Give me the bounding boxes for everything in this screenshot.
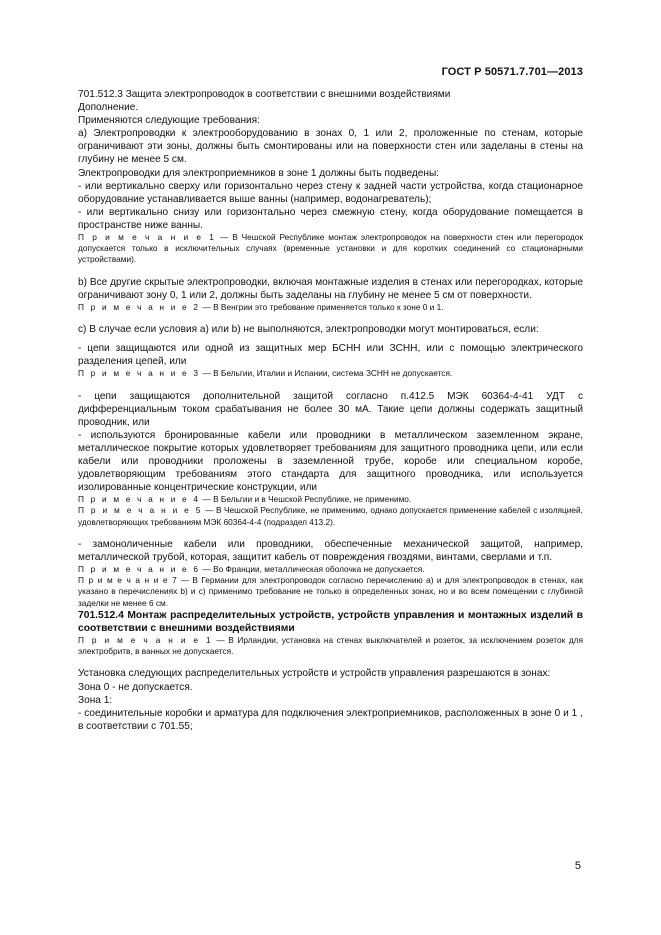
paragraph: Электропроводки для электроприемников в зоне 1 должны быть подведены: xyxy=(78,167,440,179)
note xyxy=(78,302,583,313)
note xyxy=(78,505,583,527)
list-item: - используются бронированные кабели или проводники в металлическом заземленном экране, металлическое покрытие которых удовлетворяет требованиям для защитного проводника цепи, или если кабели или проводники проложены в заземленной трубе, коробе или специальном коробе, удовлетворяющим требованиям этого стандарта для защитного проводника, или используется изолированные концентрические конструкции, или xyxy=(78,429,583,494)
note xyxy=(78,575,583,609)
paragraph: с) В случае если условия а) или b) не выполняются, электропроводки могут монтироваться, если: xyxy=(78,324,539,336)
note-label: П р и м е ч а н и е 4 xyxy=(78,494,201,505)
list-item: - или вертикально сверху или горизонтально через стену к задней части устройства, когда стационарное оборудование устанавливается выше ванны (например, водонагреватель); xyxy=(78,180,583,205)
note-text: — В Венгрии это требование применяется только к зоне 0 и 1. xyxy=(200,301,444,312)
note-text: — Во Франции, металлическая оболочка не допускается. xyxy=(200,564,425,575)
note-label: П р и м е ч а н и е 1 xyxy=(78,232,217,243)
note-text: — В Чешской Республике монтаж электропроводок на поверхности стен или перегородок допускается только в исключительных случаях (временные установки и для коротких соединений со стационарными устройствами). xyxy=(78,232,583,265)
note-label: П р и м е ч а н и е 2 xyxy=(78,301,201,312)
note-text: — В Чешской Республике, не применимо, однако допускается применение кабелей с изоляцией, удовлетворяющих требованиям МЭК 60364-4-4 (подраздел 413.2). xyxy=(78,505,583,527)
note-text: — В Ирландии, установка на стенах выключателей и розеток, за исключением розеток для электробритв, в ванных не допускается. xyxy=(78,635,583,657)
note-label: П р и м е ч а н и е 3 xyxy=(78,368,201,379)
list-item: - замоноличенные кабели или проводники, обеспеченные механической защитой, например, металлической трубой, которая, защитит кабель от повреждения гвоздями, винтами, сверлами и т.п. xyxy=(78,538,583,563)
page-content xyxy=(78,88,583,733)
list-item: - или вертикально снизу или горизонтально через смежную стену, когда оборудование помещается в пространстве ниже ванны. xyxy=(78,206,583,231)
paragraph: b) Все другие скрытые электропроводки, включая монтажные изделия в стенах или перегородках, которые ограничивают зону 0, 1 или 2, должны быть заделаны на глубину не менее 5 см от поверхности. xyxy=(78,276,583,301)
note-label: П р и м е ч а н и е 1 xyxy=(78,635,213,646)
zone-line: Зона 1: xyxy=(78,694,113,706)
page-number: 5 xyxy=(574,860,581,872)
doc-header: ГОСТ Р 50571.7.701—2013 xyxy=(441,66,583,78)
paragraph: а) Электропроводки к электрооборудованию в зонах 0, 1 или 2, проложенные по стенам, которые ограничивают эти зоны, должны быть смонтированы или на поверхности стен или заделаны в стены на глубину не менее 5 см. xyxy=(78,128,583,166)
note-label: П р и м е ч а н и е 6 xyxy=(78,564,201,575)
note-label: П р и м е ч а н и е 7 xyxy=(78,575,178,586)
note-text: — В Бельгии и в Чешской Республике, не применимо. xyxy=(200,494,412,505)
list-item: - цепи защищаются дополнительной защитой согласно п.412.5 МЭК 60364-4-41 УДТ с дифференциальным током срабатывания не более 30 мА. Такие цепи должны содержать защитный проводник, или xyxy=(78,390,583,428)
list-item: - цепи защищаются или одной из защитных мер БСНН или ЗСНН, или с помощью электрического разделения цепей, или xyxy=(78,343,583,368)
note xyxy=(78,368,583,379)
note-text: — В Германии для электропроводок согласно перечислению а) и для электропроводок в стенах, как указано в перечислениях b) и с) применимо требование не только в определенных зонах, но и во всем помещении с глубиной заделки не менее 6 см. xyxy=(78,575,583,608)
paragraph: Применяются следующие требования: xyxy=(78,115,260,127)
addition-label: Дополнение. xyxy=(78,102,139,114)
paragraph: Установка следующих распределительных устройств и устройств управления разрешаются в зонах: xyxy=(78,668,551,680)
note-label: П р и м е ч а н и е 5 xyxy=(78,505,203,516)
note xyxy=(78,564,583,575)
section-title-701-512-4: 701.512.4 Монтаж распределительных устройств, устройств управления и монтажных изделий в соответствии с внешними воздействиями xyxy=(78,609,583,634)
section-title-701-512-3: 701.512.3 Защита электропроводок в соответствии с внешними воздействиями xyxy=(78,89,451,100)
note xyxy=(78,494,583,505)
note xyxy=(78,635,583,657)
note-text: — В Бельгии, Италии и Испании, система ЗСНН не допускается. xyxy=(200,368,453,379)
note xyxy=(78,232,583,266)
list-item: - соединительные коробки и арматура для подключения электроприемников, расположенных в зоне 0 и 1 , в соответствии с 701.55; xyxy=(78,707,583,732)
zone-line: Зона 0 - не допускается. xyxy=(78,681,193,693)
